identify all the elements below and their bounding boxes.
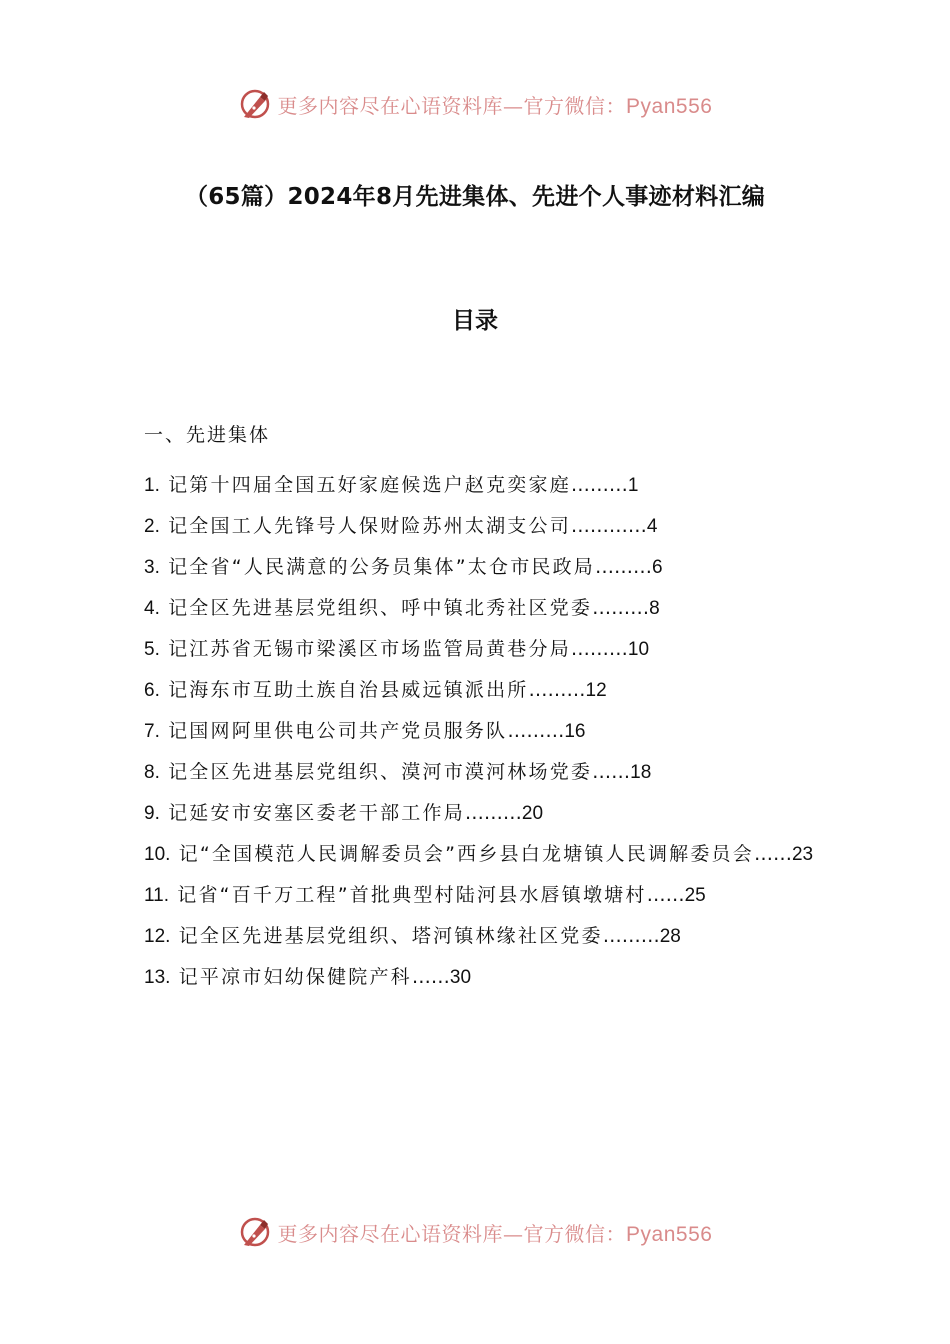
- watermark-text: 更多内容尽在心语资料库—官方微信：Pyan556: [277, 93, 713, 118]
- toc-entry[interactable]: 10. 记“全国模范人民调解委员会”西乡县白龙塘镇人民调解委员会……23: [144, 843, 814, 865]
- toc-entry[interactable]: 7. 记国网阿里供电公司共产党员服务队………16: [144, 720, 586, 742]
- section-heading: 一、先进集体: [144, 424, 271, 446]
- toc-entry[interactable]: 5. 记江苏省无锡市梁溪区市场监管局黄巷分局………10: [144, 638, 650, 660]
- toc-entry[interactable]: 8. 记全区先进基层党组织、漠河市漠河林场党委……18: [144, 761, 652, 783]
- toc-entry[interactable]: 9. 记延安市安塞区委老干部工作局………20: [144, 802, 544, 824]
- table-of-contents: [144, 420, 814, 1003]
- toc-entry[interactable]: 4. 记全区先进基层党组织、呼中镇北秀社区党委………8: [144, 597, 660, 619]
- pen-nib-circle-icon: [238, 87, 272, 121]
- toc-entry[interactable]: 3. 记全省“人民满意的公务员集体”太仓市民政局………6: [144, 556, 663, 578]
- watermark-text: 更多内容尽在心语资料库—官方微信：Pyan556: [277, 1221, 713, 1246]
- footer-watermark: [0, 1212, 950, 1252]
- toc-entry[interactable]: 1. 记第十四届全国五好家庭候选户赵克奕家庭………1: [144, 474, 639, 496]
- header-watermark: [0, 84, 950, 124]
- toc-entry[interactable]: 13. 记平凉市妇幼保健院产科……30: [144, 966, 472, 988]
- toc-entry[interactable]: 11. 记省“百千万工程”首批典型村陆河县水唇镇墩塘村……25: [144, 884, 706, 906]
- pen-nib-circle-icon: [238, 1215, 272, 1249]
- toc-entry[interactable]: 2. 记全国工人先锋号人保财险苏州太湖支公司…………4: [144, 515, 658, 537]
- toc-heading: 目录: [452, 308, 498, 334]
- document-title: （65篇）2024年8月先进集体、先进个人事迹材料汇编: [184, 184, 766, 210]
- toc-entry[interactable]: 12. 记全区先进基层党组织、塔河镇林缘社区党委………28: [144, 925, 681, 947]
- toc-entry[interactable]: 6. 记海东市互助土族自治县威远镇派出所………12: [144, 679, 607, 701]
